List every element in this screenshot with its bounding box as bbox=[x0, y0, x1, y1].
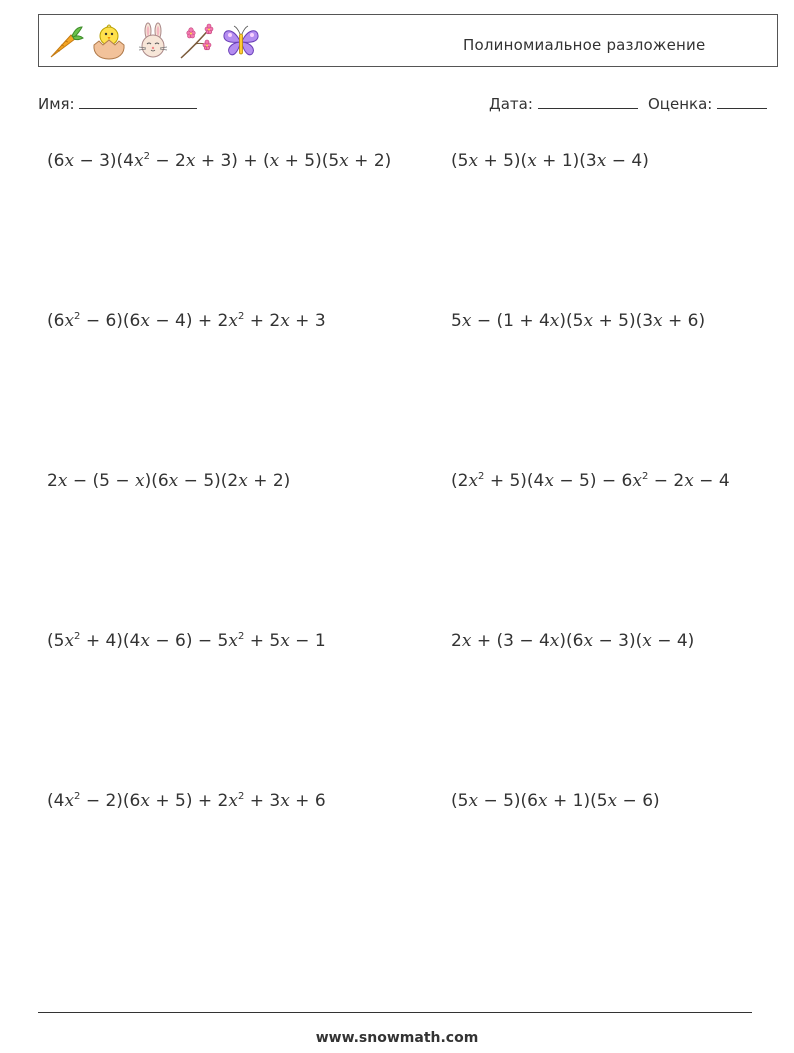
date-label: Дата: bbox=[489, 95, 533, 113]
footer-divider bbox=[38, 1012, 752, 1013]
date-blank-line[interactable] bbox=[538, 94, 638, 109]
worksheet-title: Полиномиальное разложение bbox=[463, 36, 706, 54]
problem-10: (5x − 5)(6x + 1)(5x − 6) bbox=[451, 791, 660, 811]
grade-field bbox=[648, 94, 767, 113]
problem-4: 5x − (1 + 4x)(5x + 5)(3x + 6) bbox=[451, 311, 706, 331]
grade-label: Оценка: bbox=[648, 95, 713, 113]
bunny-icon bbox=[133, 21, 173, 61]
chick-icon bbox=[89, 21, 129, 61]
name-label: Имя: bbox=[38, 95, 75, 113]
problem-8: 2x + (3 − 4x)(6x − 3)(x − 4) bbox=[451, 631, 695, 651]
name-blank-line[interactable] bbox=[79, 94, 197, 109]
name-field bbox=[38, 94, 197, 113]
problem-6: $(2x^2 + 5)(4x - 5) - 6x^2 - 2x - 4$ bbox=[451, 471, 730, 491]
grade-blank-line[interactable] bbox=[717, 94, 767, 109]
carrot-icon bbox=[45, 21, 85, 61]
problem-7: $(5x^2 + 4)(4x - 6) - 5x^2 + 5x - 1$ bbox=[47, 631, 326, 651]
problem-2: (5x + 5)(x + 1)(3x − 4) bbox=[451, 151, 649, 171]
flower-branch-icon bbox=[177, 21, 217, 61]
problem-5: 2x − (5 − x)(6x − 5)(2x + 2) bbox=[47, 471, 291, 491]
date-field bbox=[489, 94, 638, 113]
worksheet-header bbox=[38, 14, 778, 67]
footer-url: www.snowmath.com bbox=[315, 1030, 479, 1046]
problem-9: $(4x^2 - 2)(6x + 5) + 2x^2 + 3x + 6$ bbox=[47, 791, 326, 811]
problem-1: $(6x - 3)(4x^2 - 2x + 3) + (x + 5)(5x + 2)$ bbox=[47, 151, 392, 171]
butterfly-icon bbox=[221, 21, 261, 61]
decorative-icons bbox=[45, 21, 261, 61]
problem-3: $(6x^2 - 6)(6x - 4) + 2x^2 + 2x + 3$ bbox=[47, 311, 326, 331]
